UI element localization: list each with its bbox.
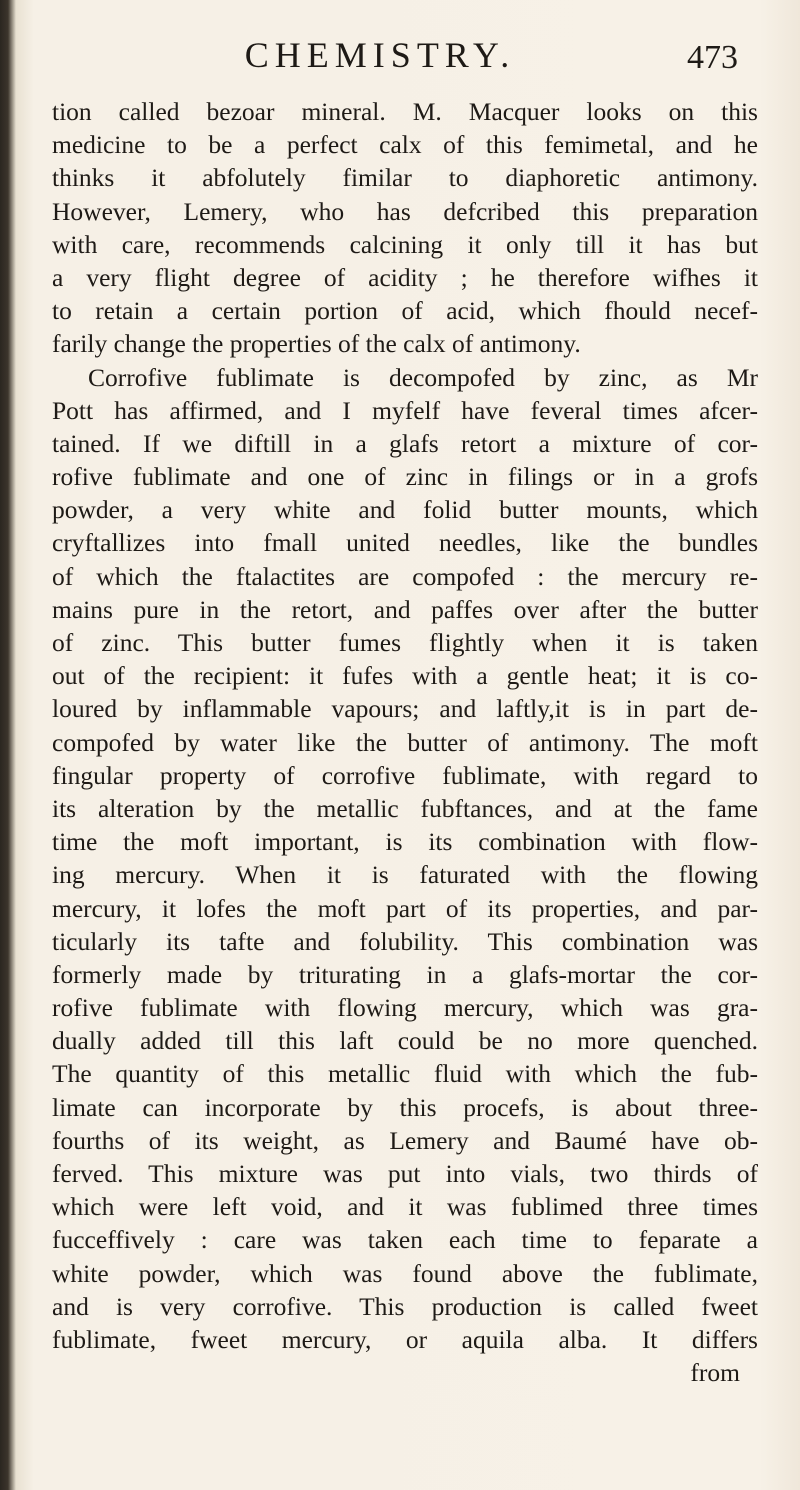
text-line: powder, a very white and folid butter mounts, which: [52, 495, 758, 525]
text-line: However, Lemery, who has defcribed this preparation: [52, 196, 758, 226]
text-line: ferved. This mixture was put into vials, two thirds of: [52, 1159, 758, 1188]
text-line: The quantity of this metallic fluid with which the fub-: [52, 1059, 758, 1089]
text-line: a very flight degree of acidity ; he therefore wifhes it: [52, 262, 758, 292]
text-line: its alteration by the metallic fubftances, and at the fame: [52, 793, 758, 823]
text-line: tained. If we diftill in a glafs retort a mixture of cor-: [52, 428, 758, 458]
text-line: mercury, it lofes the moft part of its properties, and par-: [52, 893, 758, 923]
text-line: tion called bezoar mineral. M. Macquer looks on this: [52, 97, 758, 126]
text-line: formerly made by triturating in a glafs-mortar the cor-: [52, 959, 758, 989]
text-line: fourths of its weight, as Lemery and Baumé have ob-: [52, 1125, 758, 1155]
body-text: [52, 95, 758, 1389]
text-line: fucceffively : care was taken each time to feparate a: [52, 1225, 758, 1255]
text-line: compofed by water like the butter of antimony. The moft: [52, 727, 758, 757]
text-line: thinks it abfolutely fimilar to diaphoretic antimony.: [52, 163, 758, 193]
text-line: cryftallizes into fmall united needles, like the bundles: [52, 528, 758, 558]
text-line: out of the recipient: it fufes with a gentle heat; it is co-: [52, 661, 758, 691]
catchword: from: [690, 1358, 740, 1388]
text-line: mains pure in the retort, and paffes over after the butter: [52, 594, 758, 624]
text-line: loured by inflammable vapours; and laftly,it is in part de-: [52, 694, 758, 724]
text-line: rofive fublimate and one of zinc in filings or in a grofs: [52, 462, 758, 492]
text-line: fublimate, fweet mercury, or aquila alba. It differs: [52, 1324, 758, 1354]
text-line: limate can incorporate by this procefs, is about three-: [52, 1092, 758, 1122]
text-line: dually added till this laft could be no more quenched.: [52, 1026, 758, 1056]
text-line: Pott has affirmed, and I myfelf have feveral times afcer-: [52, 395, 758, 425]
text-line: fingular property of corrofive fublimate, with regard to: [52, 760, 758, 790]
text-line: and is very corrofive. This production is called fweet: [52, 1291, 758, 1321]
text-line: of which the ftalactites are compofed : the mercury re-: [52, 561, 758, 591]
text-line: white powder, which was found above the fublimate,: [52, 1258, 758, 1288]
text-line: time the moft important, is its combination with flow-: [52, 827, 758, 857]
text-line: ing mercury. When it is faturated with the flowing: [52, 860, 758, 890]
text-line: ticularly its tafte and folubility. This combination was: [52, 926, 758, 956]
text-line: with care, recommends calcining it only till it has but: [52, 229, 758, 259]
running-head: [0, 30, 800, 80]
text-line: to retain a certain portion of acid, which fhould necef-: [52, 296, 758, 326]
paragraph-start-line: Corrofive fublimate is decompofed by zinc, as Mr: [88, 362, 758, 392]
page-number: 473: [687, 39, 738, 76]
running-title: CHEMISTRY.: [244, 35, 516, 75]
text-line: rofive fublimate with flowing mercury, which was gra-: [52, 993, 758, 1023]
text-line: of zinc. This butter fumes flightly when it is taken: [52, 628, 758, 657]
text-line: which were left void, and it was fublimed three times: [52, 1192, 758, 1222]
text-line: farily change the properties of the calx of antimony.: [52, 329, 581, 359]
text-line: medicine to be a perfect calx of this femimetal, and he: [52, 130, 758, 160]
